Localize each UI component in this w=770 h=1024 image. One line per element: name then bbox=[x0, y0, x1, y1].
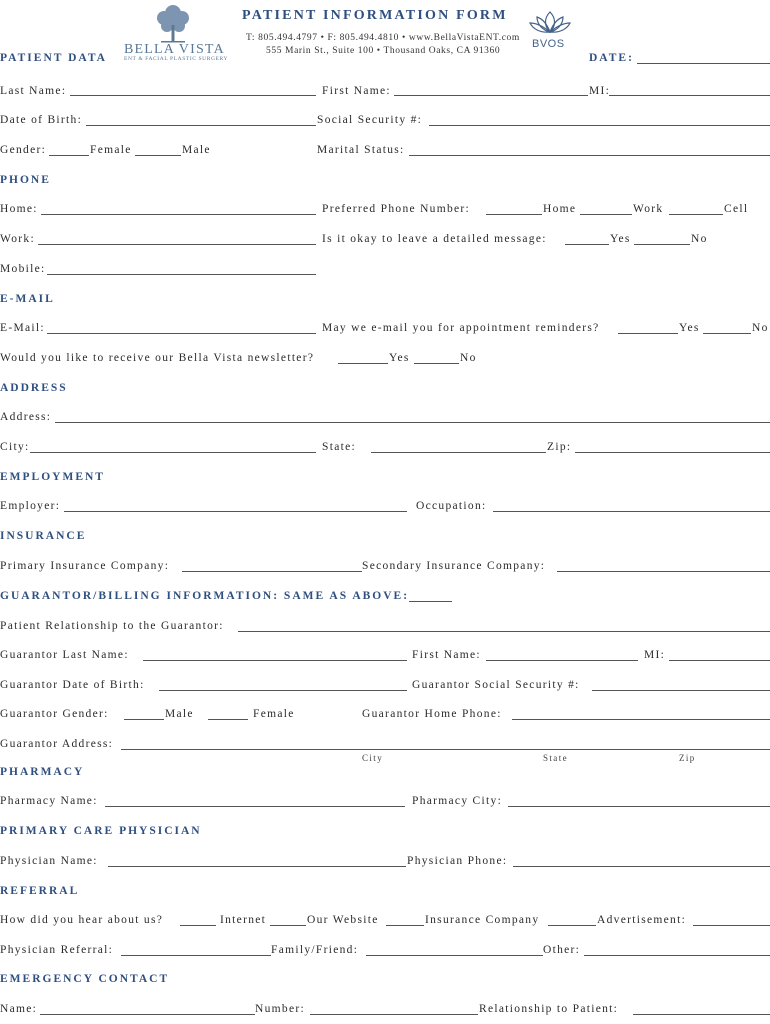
newsletter-yes-checkline[interactable] bbox=[338, 363, 388, 364]
last-name-field[interactable] bbox=[70, 95, 316, 96]
email-heading: E-MAIL bbox=[0, 293, 55, 305]
date-label: DATE: bbox=[589, 52, 634, 64]
ssn-label: Social Security #: bbox=[317, 114, 423, 126]
female-checkline[interactable] bbox=[49, 155, 89, 156]
email-reminders-yes-option: Yes bbox=[679, 322, 700, 334]
emergency-contact-heading: EMERGENCY CONTACT bbox=[0, 973, 170, 985]
newsletter-no-option: No bbox=[460, 352, 477, 364]
brand-tagline: ENT & FACIAL PLASTIC SURGERY bbox=[124, 56, 229, 62]
newsletter-yes-option: Yes bbox=[389, 352, 410, 364]
date-field[interactable] bbox=[637, 63, 770, 64]
work-phone-field[interactable] bbox=[38, 244, 316, 245]
gender-label: Gender: bbox=[0, 144, 47, 156]
employment-heading: EMPLOYMENT bbox=[0, 471, 105, 483]
guarantor-male-option: Male bbox=[165, 708, 194, 720]
email-field[interactable] bbox=[47, 333, 316, 334]
physician-referral-field[interactable] bbox=[121, 955, 271, 956]
guarantor-zip-caption: Zip bbox=[679, 753, 696, 763]
leave-message-no-checkline[interactable] bbox=[634, 244, 690, 245]
first-name-label: First Name: bbox=[322, 85, 391, 97]
city-label: City: bbox=[0, 441, 30, 453]
physician-phone-label: Physician Phone: bbox=[407, 855, 508, 867]
brand-name: BELLA VISTA bbox=[124, 42, 225, 57]
tree-icon bbox=[153, 3, 193, 45]
referral-internet-option: Internet bbox=[220, 914, 267, 926]
state-label: State: bbox=[322, 441, 356, 453]
emergency-number-field[interactable] bbox=[310, 1014, 478, 1015]
leave-message-no-option: No bbox=[691, 233, 708, 245]
physician-name-label: Physician Name: bbox=[0, 855, 98, 867]
guarantor-relationship-field[interactable] bbox=[238, 631, 770, 632]
guarantor-relationship-label: Patient Relationship to the Guarantor: bbox=[0, 620, 224, 632]
emergency-name-field[interactable] bbox=[40, 1014, 255, 1015]
referral-internet-checkline[interactable] bbox=[180, 925, 216, 926]
mobile-phone-label: Mobile: bbox=[0, 263, 46, 275]
email-reminders-label: May we e-mail you for appointment reminders? bbox=[322, 322, 600, 334]
state-field[interactable] bbox=[371, 452, 546, 453]
mobile-phone-field[interactable] bbox=[47, 274, 316, 275]
guarantor-address-label: Guarantor Address: bbox=[0, 738, 114, 750]
email-reminders-yes-checkline[interactable] bbox=[618, 333, 678, 334]
guarantor-last-name-label: Guarantor Last Name: bbox=[0, 649, 129, 661]
physician-heading: PRIMARY CARE PHYSICIAN bbox=[0, 825, 202, 837]
secondary-insurance-label: Secondary Insurance Company: bbox=[362, 560, 546, 572]
guarantor-first-name-label: First Name: bbox=[412, 649, 481, 661]
guarantor-male-checkline[interactable] bbox=[124, 719, 164, 720]
home-phone-field[interactable] bbox=[41, 214, 316, 215]
mi-field[interactable] bbox=[609, 95, 770, 96]
newsletter-label: Would you like to receive our Bella Vista newsletter? bbox=[0, 352, 315, 364]
pharmacy-name-field[interactable] bbox=[105, 806, 405, 807]
leave-message-yes-option: Yes bbox=[610, 233, 631, 245]
bvos-lotus-logo bbox=[527, 8, 573, 38]
emergency-number-label: Number: bbox=[255, 1003, 305, 1015]
pharmacy-heading: PHARMACY bbox=[0, 766, 85, 778]
guarantor-female-option: Female bbox=[253, 708, 295, 720]
referral-insurance-checkline[interactable] bbox=[386, 925, 424, 926]
male-option: Male bbox=[182, 144, 211, 156]
employer-field[interactable] bbox=[64, 511, 407, 512]
work-phone-label: Work: bbox=[0, 233, 35, 245]
guarantor-home-phone-label: Guarantor Home Phone: bbox=[362, 708, 502, 720]
city-field[interactable] bbox=[30, 452, 316, 453]
address-heading: ADDRESS bbox=[0, 382, 68, 394]
newsletter-no-checkline[interactable] bbox=[414, 363, 459, 364]
insurance-heading: INSURANCE bbox=[0, 530, 87, 542]
referral-other-field[interactable] bbox=[584, 955, 770, 956]
guarantor-address-field[interactable] bbox=[121, 749, 770, 750]
dob-field[interactable] bbox=[86, 125, 316, 126]
last-name-label: Last Name: bbox=[0, 85, 67, 97]
email-label: E-Mail: bbox=[0, 322, 45, 334]
preferred-work-option: Work bbox=[633, 203, 664, 215]
family-friend-field[interactable] bbox=[366, 955, 543, 956]
preferred-home-checkline[interactable] bbox=[486, 214, 542, 215]
referral-other-label: Other: bbox=[543, 944, 581, 956]
bvos-logo-text: BVOS bbox=[532, 38, 565, 50]
emergency-relationship-field[interactable] bbox=[633, 1014, 770, 1015]
emergency-relationship-label: Relationship to Patient: bbox=[479, 1003, 619, 1015]
bella-vista-tree-logo bbox=[153, 3, 193, 45]
zip-field[interactable] bbox=[575, 452, 770, 453]
pharmacy-city-label: Pharmacy City: bbox=[412, 795, 503, 807]
primary-insurance-field[interactable] bbox=[182, 571, 362, 572]
physician-phone-field[interactable] bbox=[513, 866, 770, 867]
pharmacy-city-field[interactable] bbox=[508, 806, 770, 807]
lotus-icon bbox=[527, 8, 573, 38]
emergency-name-label: Name: bbox=[0, 1003, 38, 1015]
family-friend-label: Family/Friend: bbox=[271, 944, 359, 956]
referral-advertisement-option: Advertisement: bbox=[597, 914, 687, 926]
first-name-field[interactable] bbox=[394, 95, 588, 96]
guarantor-state-caption: State bbox=[543, 753, 568, 763]
female-option: Female bbox=[90, 144, 132, 156]
preferred-cell-option: Cell bbox=[724, 203, 749, 215]
guarantor-dob-field[interactable] bbox=[159, 690, 407, 691]
preferred-home-option: Home bbox=[543, 203, 577, 215]
referral-advertisement-checkline[interactable] bbox=[548, 925, 596, 926]
guarantor-female-checkline[interactable] bbox=[208, 719, 248, 720]
guarantor-ssn-label: Guarantor Social Security #: bbox=[412, 679, 580, 691]
address-label: Address: bbox=[0, 411, 52, 423]
guarantor-ssn-field[interactable] bbox=[592, 690, 770, 691]
email-reminders-no-option: No bbox=[752, 322, 769, 334]
physician-name-field[interactable] bbox=[108, 866, 406, 867]
same-as-above-checkline[interactable] bbox=[409, 601, 452, 602]
patient-data-heading: PATIENT DATA bbox=[0, 52, 107, 64]
guarantor-mi-field[interactable] bbox=[669, 660, 770, 661]
marital-status-label: Marital Status: bbox=[317, 144, 405, 156]
preferred-phone-label: Preferred Phone Number: bbox=[322, 203, 471, 215]
guarantor-mi-label: MI: bbox=[644, 649, 666, 661]
employer-label: Employer: bbox=[0, 500, 61, 512]
male-checkline[interactable] bbox=[135, 155, 181, 156]
guarantor-first-name-field[interactable] bbox=[486, 660, 638, 661]
preferred-cell-checkline[interactable] bbox=[669, 214, 723, 215]
guarantor-heading: GUARANTOR/BILLING INFORMATION: SAME AS ABOVE: bbox=[0, 590, 410, 602]
referral-website-option: Our Website bbox=[307, 914, 379, 926]
contact-line-2: 555 Marin St., Suite 100 • Thousand Oaks, CA 91360 bbox=[266, 46, 501, 56]
email-reminders-no-checkline[interactable] bbox=[703, 333, 751, 334]
form-title: PATIENT INFORMATION FORM bbox=[242, 8, 508, 23]
referral-question-label: How did you hear about us? bbox=[0, 914, 164, 926]
guarantor-home-phone-field[interactable] bbox=[512, 719, 770, 720]
preferred-work-checkline[interactable] bbox=[580, 214, 632, 215]
primary-insurance-label: Primary Insurance Company: bbox=[0, 560, 170, 572]
referral-heading: REFERRAL bbox=[0, 885, 80, 897]
secondary-insurance-field[interactable] bbox=[557, 571, 770, 572]
physician-referral-label: Physician Referral: bbox=[0, 944, 114, 956]
mi-label: MI: bbox=[589, 85, 611, 97]
occupation-field[interactable] bbox=[493, 511, 770, 512]
guarantor-gender-label: Guarantor Gender: bbox=[0, 708, 109, 720]
home-phone-label: Home: bbox=[0, 203, 38, 215]
pharmacy-name-label: Pharmacy Name: bbox=[0, 795, 98, 807]
referral-website-checkline[interactable] bbox=[270, 925, 306, 926]
guarantor-city-caption: City bbox=[362, 753, 384, 763]
guarantor-last-name-field[interactable] bbox=[143, 660, 407, 661]
leave-message-yes-checkline[interactable] bbox=[565, 244, 609, 245]
referral-advertisement-field[interactable] bbox=[693, 925, 770, 926]
contact-line-1: T: 805.494.4797 • F: 805.494.4810 • www.BellaVistaENT.com bbox=[246, 33, 520, 43]
referral-insurance-option: Insurance Company bbox=[425, 914, 540, 926]
address-field[interactable] bbox=[55, 422, 770, 423]
ssn-field[interactable] bbox=[429, 125, 770, 126]
guarantor-dob-label: Guarantor Date of Birth: bbox=[0, 679, 145, 691]
dob-label: Date of Birth: bbox=[0, 114, 83, 126]
leave-message-label: Is it okay to leave a detailed message: bbox=[322, 233, 547, 245]
phone-heading: PHONE bbox=[0, 174, 51, 186]
zip-label: Zip: bbox=[547, 441, 572, 453]
marital-status-field[interactable] bbox=[409, 155, 770, 156]
occupation-label: Occupation: bbox=[416, 500, 487, 512]
